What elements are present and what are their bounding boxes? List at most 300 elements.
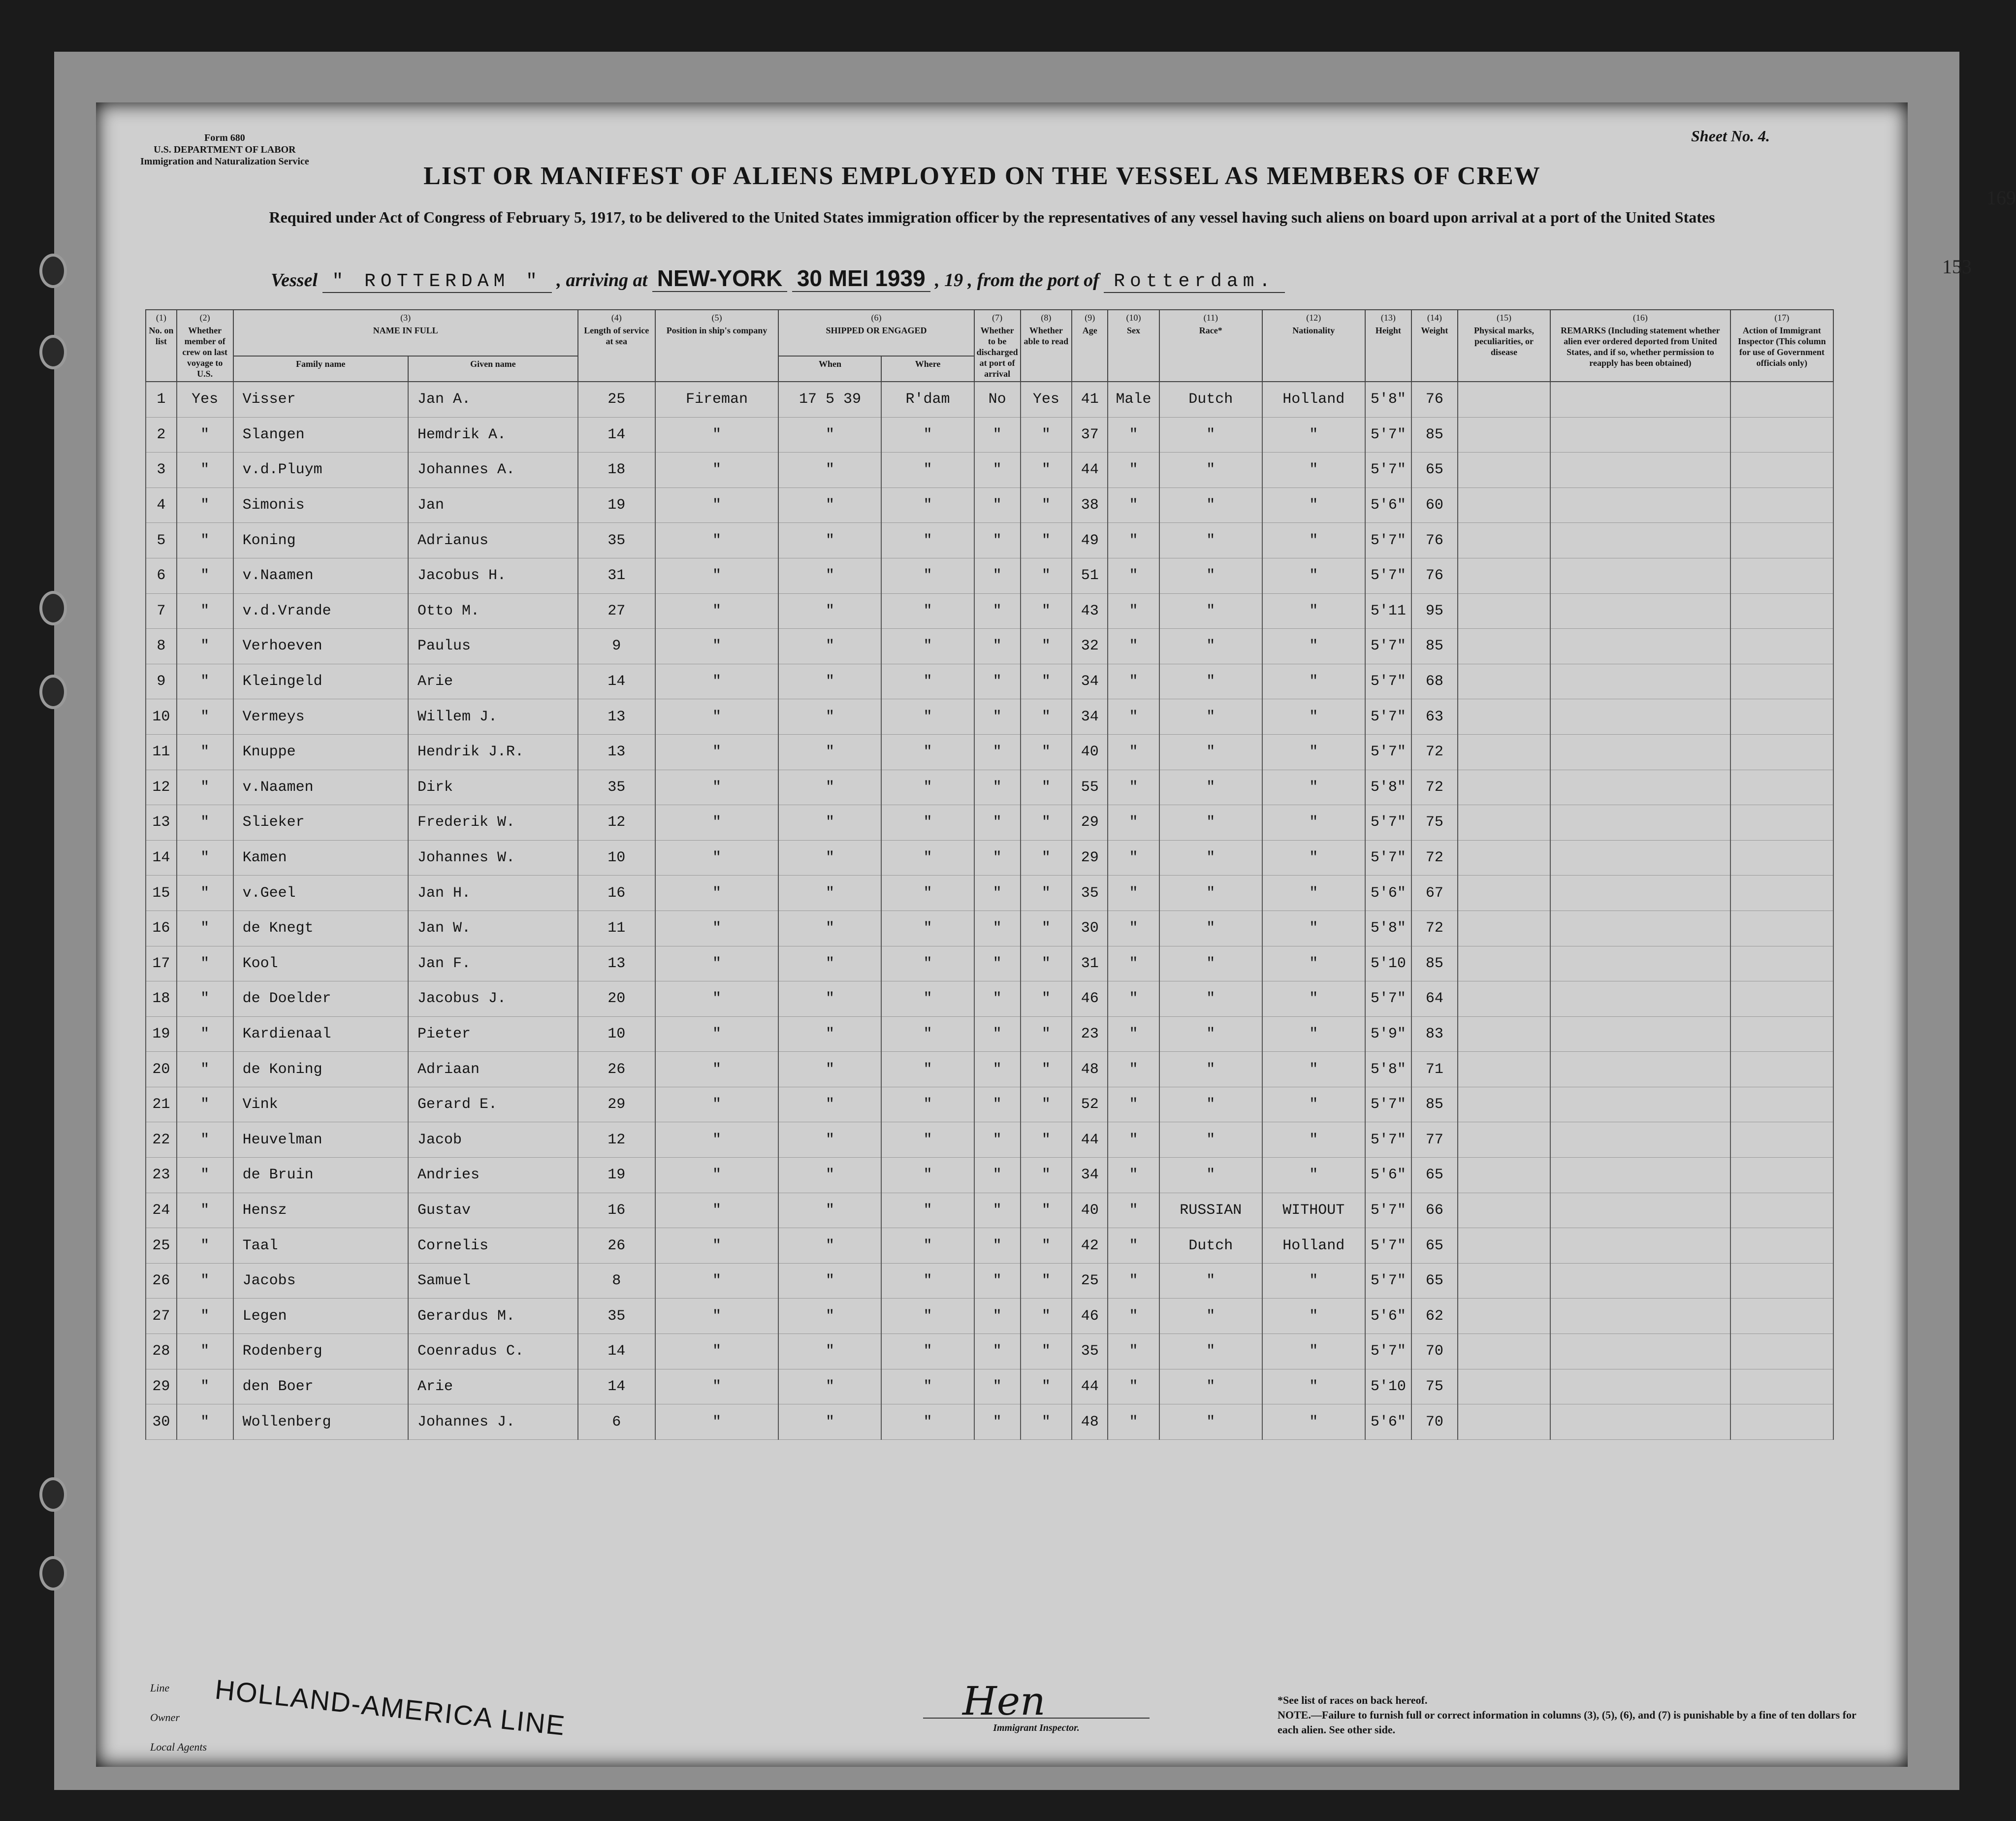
cell-empty xyxy=(1458,453,1550,488)
cell-family-name: Slangen xyxy=(233,417,408,453)
cell-weight: 85 xyxy=(1411,629,1458,664)
cell-age: 43 xyxy=(1072,593,1108,629)
cell-empty xyxy=(1730,453,1833,488)
cell-service-years: 14 xyxy=(578,1334,655,1369)
table-row xyxy=(146,488,1833,523)
cell-able-to-read: " xyxy=(1021,1122,1072,1158)
cell-race: " xyxy=(1159,1122,1262,1158)
cell-height: 5'8" xyxy=(1365,770,1411,805)
cell-shipped-where: " xyxy=(881,629,974,664)
cell-empty xyxy=(1458,910,1550,946)
agents-label: Local Agents xyxy=(150,1741,207,1753)
cell-empty xyxy=(1458,1228,1550,1264)
cell-shipped-where: " xyxy=(881,946,974,981)
cell-nationality: " xyxy=(1262,734,1365,770)
table-row xyxy=(146,629,1833,664)
cell-given-name: Jan A. xyxy=(408,382,578,417)
page-subtitle: Required under Act of Congress of February 5, 1917, to be delivered to the United States immigration officer by the representatives of any vessel having such aliens on board upon arrival at a port of the United States xyxy=(269,208,1715,226)
cell-height: 5'7" xyxy=(1365,699,1411,735)
col-where: Where xyxy=(881,356,974,382)
cell-age: 34 xyxy=(1072,699,1108,735)
cell-shipped-when: " xyxy=(778,1299,881,1334)
cell-empty xyxy=(1458,382,1550,417)
cell-able-to-read: " xyxy=(1021,593,1072,629)
cell-empty xyxy=(1730,593,1833,629)
cell-nationality: " xyxy=(1262,523,1365,558)
table-row xyxy=(146,417,1833,453)
cell-empty xyxy=(1730,1263,1833,1299)
cell-service-years: 29 xyxy=(578,1087,655,1122)
cell-given-name: Jan xyxy=(408,488,578,523)
cell-given-name: Jan F. xyxy=(408,946,578,981)
cell-row-number: 15 xyxy=(146,876,177,911)
col-discharged: (7) Whether to be discharged at port of arrival xyxy=(974,310,1021,382)
cell-discharged: " xyxy=(974,629,1021,664)
cell-nationality: " xyxy=(1262,981,1365,1017)
cell-able-to-read: " xyxy=(1021,946,1072,981)
cell-shipped-when: " xyxy=(778,1334,881,1369)
cell-discharged: " xyxy=(974,523,1021,558)
cell-row-number: 4 xyxy=(146,488,177,523)
cell-discharged: " xyxy=(974,1193,1021,1228)
cell-empty xyxy=(1458,1158,1550,1193)
cell-position: " xyxy=(655,417,779,453)
cell-able-to-read: " xyxy=(1021,417,1072,453)
cell-shipped-when: " xyxy=(778,417,881,453)
cell-able-to-read: " xyxy=(1021,981,1072,1017)
cell-nationality: " xyxy=(1262,1334,1365,1369)
cell-discharged: " xyxy=(974,946,1021,981)
cell-race: " xyxy=(1159,417,1262,453)
cell-empty xyxy=(1550,1158,1730,1193)
cell-position: " xyxy=(655,910,779,946)
cell-empty xyxy=(1730,699,1833,735)
table-row xyxy=(146,664,1833,699)
cell-nationality: " xyxy=(1262,488,1365,523)
cell-empty xyxy=(1550,593,1730,629)
col-service: (4) Length of service at sea xyxy=(578,310,655,382)
cell-weight: 95 xyxy=(1411,593,1458,629)
cell-shipped-where: " xyxy=(881,664,974,699)
inspector-label: Immigrant Inspector. xyxy=(923,1718,1150,1734)
date-stamp: 30 MEI 1939 xyxy=(792,265,930,292)
cell-empty xyxy=(1730,417,1833,453)
cell-discharged: " xyxy=(974,453,1021,488)
cell-weight: 66 xyxy=(1411,1193,1458,1228)
cell-service-years: 25 xyxy=(578,382,655,417)
cell-shipped-when: " xyxy=(778,593,881,629)
cell-position: " xyxy=(655,1052,779,1087)
table-row xyxy=(146,1122,1833,1158)
penalty-note: NOTE.—Failure to furnish full or correct information in columns (3), (5), (6), and (7) is punishable by a fine of ten dollars for each alien. See other side. xyxy=(1278,1709,1856,1736)
cell-empty xyxy=(1730,1158,1833,1193)
cell-position: " xyxy=(655,734,779,770)
cell-shipped-where: " xyxy=(881,699,974,735)
cell-height: 5'7" xyxy=(1365,523,1411,558)
cell-sex: " xyxy=(1108,1087,1159,1122)
cell-sex: " xyxy=(1108,523,1159,558)
cell-height: 5'7" xyxy=(1365,1122,1411,1158)
binding-hole xyxy=(39,1556,67,1591)
cell-age: 51 xyxy=(1072,558,1108,593)
cell-nationality: " xyxy=(1262,1087,1365,1122)
cell-service-years: 14 xyxy=(578,1369,655,1404)
col-no: (1) No. on list xyxy=(146,310,177,382)
cell-position: " xyxy=(655,1334,779,1369)
crew-manifest-table xyxy=(145,309,1834,1440)
cell-empty xyxy=(1550,1087,1730,1122)
cell-family-name: de Bruin xyxy=(233,1158,408,1193)
cell-able-to-read: " xyxy=(1021,699,1072,735)
cell-discharged: " xyxy=(974,876,1021,911)
cell-position: " xyxy=(655,1087,779,1122)
table-row xyxy=(146,946,1833,981)
cell-race: " xyxy=(1159,770,1262,805)
cell-row-number: 30 xyxy=(146,1404,177,1440)
cell-sex: " xyxy=(1108,1334,1159,1369)
cell-discharged: " xyxy=(974,1087,1021,1122)
cell-age: 44 xyxy=(1072,453,1108,488)
cell-sex: " xyxy=(1108,1263,1159,1299)
table-row xyxy=(146,840,1833,876)
table-row xyxy=(146,699,1833,735)
cell-shipped-where: " xyxy=(881,734,974,770)
cell-race: " xyxy=(1159,840,1262,876)
cell-empty xyxy=(1550,488,1730,523)
cell-empty xyxy=(1730,664,1833,699)
cell-nationality: " xyxy=(1262,1122,1365,1158)
cell-discharged: " xyxy=(974,417,1021,453)
cell-height: 5'6" xyxy=(1365,488,1411,523)
cell-weight: 63 xyxy=(1411,699,1458,735)
cell-discharged: " xyxy=(974,1334,1021,1369)
cell-age: 40 xyxy=(1072,1193,1108,1228)
cell-service-years: 16 xyxy=(578,1193,655,1228)
cell-given-name: Johannes W. xyxy=(408,840,578,876)
cell-given-name: Johannes J. xyxy=(408,1404,578,1440)
cell-age: 40 xyxy=(1072,734,1108,770)
cell-age: 30 xyxy=(1072,910,1108,946)
cell-height: 5'11 xyxy=(1365,593,1411,629)
cell-empty xyxy=(1550,946,1730,981)
vessel-name: " ROTTERDAM " xyxy=(322,271,552,293)
cell-empty xyxy=(1458,876,1550,911)
cell-empty xyxy=(1730,840,1833,876)
cell-empty xyxy=(1730,981,1833,1017)
cell-given-name: Willem J. xyxy=(408,699,578,735)
inspector-signature: Hen xyxy=(962,1678,1046,1724)
cell-last-voyage: " xyxy=(177,593,233,629)
cell-empty xyxy=(1730,876,1833,911)
form-number: Form 680 xyxy=(204,132,245,143)
cell-family-name: Simonis xyxy=(233,488,408,523)
cell-race: " xyxy=(1159,1334,1262,1369)
cell-shipped-where: " xyxy=(881,1193,974,1228)
cell-given-name: Johannes A. xyxy=(408,453,578,488)
cell-last-voyage: " xyxy=(177,1404,233,1440)
cell-empty xyxy=(1458,593,1550,629)
cell-empty xyxy=(1458,664,1550,699)
cell-discharged: " xyxy=(974,1122,1021,1158)
col-position: (5) Position in ship's company xyxy=(655,310,779,382)
cell-height: 5'7" xyxy=(1365,1263,1411,1299)
cell-row-number: 25 xyxy=(146,1228,177,1264)
cell-shipped-where: " xyxy=(881,1334,974,1369)
cell-shipped-where: " xyxy=(881,840,974,876)
cell-able-to-read: " xyxy=(1021,1016,1072,1052)
cell-position: " xyxy=(655,453,779,488)
col-given-name: Given name xyxy=(408,356,578,382)
cell-position: " xyxy=(655,1404,779,1440)
cell-shipped-when: " xyxy=(778,488,881,523)
cell-family-name: v.d.Vrande xyxy=(233,593,408,629)
cell-able-to-read: " xyxy=(1021,734,1072,770)
cell-height: 5'9" xyxy=(1365,1016,1411,1052)
cell-last-voyage: " xyxy=(177,453,233,488)
cell-empty xyxy=(1730,1087,1833,1122)
cell-empty xyxy=(1550,840,1730,876)
cell-discharged: " xyxy=(974,840,1021,876)
cell-shipped-where: " xyxy=(881,1158,974,1193)
cell-able-to-read: " xyxy=(1021,876,1072,911)
cell-family-name: Kool xyxy=(233,946,408,981)
cell-sex: " xyxy=(1108,1122,1159,1158)
cell-last-voyage: " xyxy=(177,629,233,664)
sheet-value: 4. xyxy=(1758,127,1770,145)
cell-race: " xyxy=(1159,1158,1262,1193)
cell-empty xyxy=(1730,558,1833,593)
cell-shipped-when: " xyxy=(778,1087,881,1122)
cell-empty xyxy=(1458,840,1550,876)
line-stamp: HOLLAND-AMERICA LINE xyxy=(213,1673,567,1741)
cell-shipped-when: " xyxy=(778,981,881,1017)
cell-discharged: " xyxy=(974,1263,1021,1299)
margin-number-secondary: 153 xyxy=(1942,256,1972,278)
cell-shipped-when: " xyxy=(778,770,881,805)
cell-race: " xyxy=(1159,1087,1262,1122)
cell-race: " xyxy=(1159,805,1262,841)
cell-discharged: " xyxy=(974,664,1021,699)
cell-position: " xyxy=(655,1193,779,1228)
cell-last-voyage: " xyxy=(177,770,233,805)
cell-family-name: Visser xyxy=(233,382,408,417)
cell-height: 5'6" xyxy=(1365,1158,1411,1193)
col-physical-marks: (15) Physical marks, peculiarities, or disease xyxy=(1458,310,1550,382)
cell-able-to-read: " xyxy=(1021,1228,1072,1264)
cell-nationality: " xyxy=(1262,1016,1365,1052)
cell-empty xyxy=(1458,1404,1550,1440)
cell-sex: " xyxy=(1108,699,1159,735)
cell-family-name: de Koning xyxy=(233,1052,408,1087)
cell-given-name: Gustav xyxy=(408,1193,578,1228)
cell-row-number: 14 xyxy=(146,840,177,876)
cell-nationality: " xyxy=(1262,629,1365,664)
cell-weight: 72 xyxy=(1411,770,1458,805)
cell-nationality: " xyxy=(1262,840,1365,876)
cell-empty xyxy=(1550,558,1730,593)
cell-service-years: 27 xyxy=(578,593,655,629)
cell-empty xyxy=(1458,1122,1550,1158)
cell-weight: 65 xyxy=(1411,453,1458,488)
cell-empty xyxy=(1458,734,1550,770)
table-row xyxy=(146,382,1833,417)
cell-empty xyxy=(1458,805,1550,841)
cell-nationality: " xyxy=(1262,417,1365,453)
cell-shipped-when: " xyxy=(778,664,881,699)
cell-race: " xyxy=(1159,981,1262,1017)
cell-nationality: " xyxy=(1262,876,1365,911)
cell-weight: 60 xyxy=(1411,488,1458,523)
cell-row-number: 27 xyxy=(146,1299,177,1334)
cell-age: 37 xyxy=(1072,417,1108,453)
cell-shipped-where: " xyxy=(881,1263,974,1299)
cell-service-years: 16 xyxy=(578,876,655,911)
table-row xyxy=(146,523,1833,558)
cell-row-number: 5 xyxy=(146,523,177,558)
cell-position: " xyxy=(655,1122,779,1158)
cell-weight: 67 xyxy=(1411,876,1458,911)
cell-empty xyxy=(1550,1404,1730,1440)
cell-able-to-read: " xyxy=(1021,453,1072,488)
cell-sex: " xyxy=(1108,453,1159,488)
table-row xyxy=(146,1369,1833,1404)
cell-race: " xyxy=(1159,629,1262,664)
cell-row-number: 23 xyxy=(146,1158,177,1193)
cell-empty xyxy=(1550,382,1730,417)
cell-age: 31 xyxy=(1072,946,1108,981)
cell-sex: " xyxy=(1108,1158,1159,1193)
cell-race: " xyxy=(1159,488,1262,523)
year-label: , 19 xyxy=(935,270,963,291)
cell-position: " xyxy=(655,770,779,805)
cell-family-name: Legen xyxy=(233,1299,408,1334)
cell-race: " xyxy=(1159,1404,1262,1440)
cell-weight: 70 xyxy=(1411,1404,1458,1440)
cell-row-number: 22 xyxy=(146,1122,177,1158)
cell-age: 46 xyxy=(1072,981,1108,1017)
col-nationality: (12) Nationality xyxy=(1262,310,1365,382)
cell-family-name: Heuvelman xyxy=(233,1122,408,1158)
cell-empty xyxy=(1730,946,1833,981)
sheet-label: Sheet No. xyxy=(1691,127,1754,145)
cell-empty xyxy=(1550,981,1730,1017)
cell-nationality: " xyxy=(1262,946,1365,981)
binding-hole xyxy=(39,591,67,625)
table-row xyxy=(146,453,1833,488)
table-row xyxy=(146,770,1833,805)
cell-last-voyage: " xyxy=(177,1016,233,1052)
cell-height: 5'8" xyxy=(1365,910,1411,946)
cell-empty xyxy=(1730,523,1833,558)
cell-sex: " xyxy=(1108,488,1159,523)
cell-shipped-when: " xyxy=(778,805,881,841)
cell-empty xyxy=(1458,523,1550,558)
cell-nationality: " xyxy=(1262,699,1365,735)
cell-empty xyxy=(1550,1228,1730,1264)
cell-row-number: 6 xyxy=(146,558,177,593)
cell-last-voyage: " xyxy=(177,417,233,453)
cell-discharged: " xyxy=(974,1016,1021,1052)
cell-height: 5'7" xyxy=(1365,629,1411,664)
cell-race: " xyxy=(1159,734,1262,770)
cell-empty xyxy=(1730,629,1833,664)
cell-shipped-when: " xyxy=(778,629,881,664)
cell-nationality: " xyxy=(1262,453,1365,488)
cell-shipped-where: " xyxy=(881,1087,974,1122)
binding-hole xyxy=(39,335,67,369)
cell-sex: " xyxy=(1108,629,1159,664)
cell-able-to-read: " xyxy=(1021,840,1072,876)
cell-race: " xyxy=(1159,1369,1262,1404)
cell-age: 55 xyxy=(1072,770,1108,805)
cell-sex: " xyxy=(1108,664,1159,699)
cell-race: " xyxy=(1159,1052,1262,1087)
cell-empty xyxy=(1730,1122,1833,1158)
cell-discharged: No xyxy=(974,382,1021,417)
cell-empty xyxy=(1550,417,1730,453)
cell-position: " xyxy=(655,946,779,981)
cell-age: 46 xyxy=(1072,1299,1108,1334)
cell-shipped-when: " xyxy=(778,558,881,593)
cell-row-number: 17 xyxy=(146,946,177,981)
cell-weight: 85 xyxy=(1411,417,1458,453)
cell-age: 44 xyxy=(1072,1122,1108,1158)
cell-weight: 65 xyxy=(1411,1263,1458,1299)
cell-empty xyxy=(1550,629,1730,664)
cell-position: " xyxy=(655,699,779,735)
cell-family-name: Rodenberg xyxy=(233,1334,408,1369)
cell-race: " xyxy=(1159,664,1262,699)
cell-age: 52 xyxy=(1072,1087,1108,1122)
cell-age: 49 xyxy=(1072,523,1108,558)
col-sex: (10) Sex xyxy=(1108,310,1159,382)
cell-position: " xyxy=(655,629,779,664)
col-race: (11) Race* xyxy=(1159,310,1262,382)
cell-shipped-where: R'dam xyxy=(881,382,974,417)
cell-empty xyxy=(1730,734,1833,770)
cell-weight: 77 xyxy=(1411,1122,1458,1158)
cell-sex: " xyxy=(1108,417,1159,453)
cell-service-years: 19 xyxy=(578,1158,655,1193)
cell-sex: Male xyxy=(1108,382,1159,417)
cell-last-voyage: " xyxy=(177,1052,233,1087)
cell-sex: " xyxy=(1108,558,1159,593)
cell-discharged: " xyxy=(974,558,1021,593)
cell-service-years: 8 xyxy=(578,1263,655,1299)
cell-nationality: " xyxy=(1262,910,1365,946)
cell-age: 29 xyxy=(1072,840,1108,876)
cell-height: 5'10 xyxy=(1365,946,1411,981)
cell-shipped-where: " xyxy=(881,1016,974,1052)
cell-age: 48 xyxy=(1072,1052,1108,1087)
cell-shipped-when: " xyxy=(778,523,881,558)
cell-weight: 68 xyxy=(1411,664,1458,699)
cell-row-number: 19 xyxy=(146,1016,177,1052)
cell-last-voyage: " xyxy=(177,1158,233,1193)
cell-nationality: " xyxy=(1262,805,1365,841)
cell-empty xyxy=(1730,1228,1833,1264)
cell-weight: 65 xyxy=(1411,1228,1458,1264)
cell-last-voyage: " xyxy=(177,558,233,593)
cell-position: " xyxy=(655,840,779,876)
department: U.S. DEPARTMENT OF LABOR xyxy=(154,144,296,155)
cell-able-to-read: " xyxy=(1021,1334,1072,1369)
cell-race: " xyxy=(1159,946,1262,981)
table-row xyxy=(146,1052,1833,1087)
cell-height: 5'7" xyxy=(1365,417,1411,453)
cell-height: 5'7" xyxy=(1365,1193,1411,1228)
cell-family-name: Slieker xyxy=(233,805,408,841)
